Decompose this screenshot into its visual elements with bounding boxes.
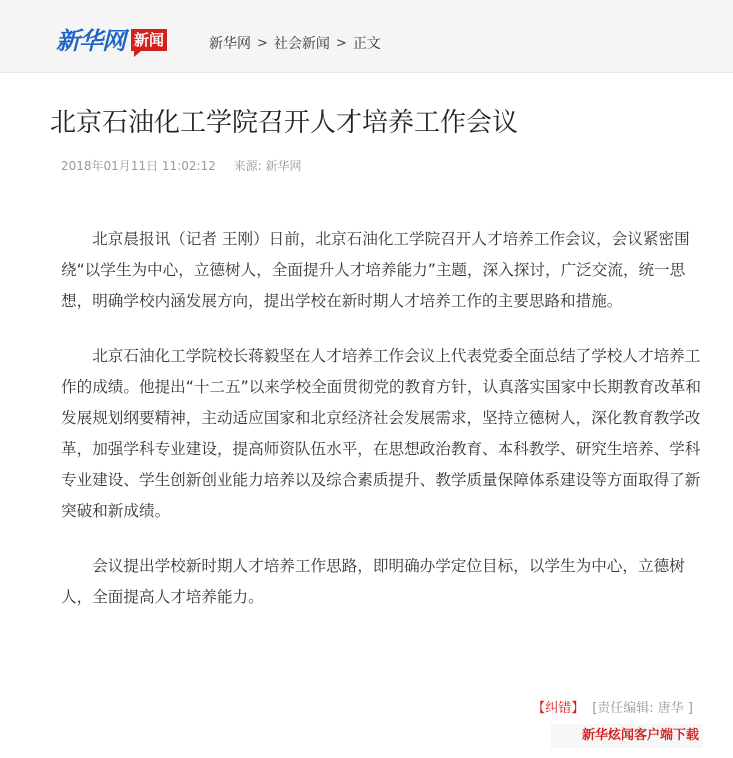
article-meta <box>61 157 315 174</box>
article-source: 来源: 新华网 <box>233 159 302 173</box>
logo-text: 新华网 <box>56 27 125 55</box>
breadcrumb <box>209 33 381 53</box>
top-bar <box>0 0 733 73</box>
article-paragraph: 北京晨报讯（记者 王刚）日前，北京石油化工学院召开人才培养工作会议，会议紧密围绕“以学生为中心，立德树人，全面提升人才培养能力”主题，深入探讨，广泛交流，统一思想，明确学校内涵发展方向，提出学校在新时期人才培养工作的主要思路和措施。 <box>61 230 690 310</box>
article-paragraph: 会议提出学校新时期人才培养工作思路，即明确办学定位目标，以学生为中心，立德树人，全面提高人才培养能力。 <box>61 557 685 606</box>
article-paragraph: 北京石油化工学院校长蒋毅坚在人才培养工作会议上代表党委全面总结了学校人才培养工作的成绩。他提出“十二五”以来学校全面贯彻党的教育方针，认真落实国家中长期教育改革和发展规划纲要精神，主动适应国家和北京经济社会发展需求，坚持立德树人，深化教育教学改革，加强学科专业建设，提高师资队伍水平，在思想政治教育、本科教学、研究生培养、学科专业建设、学生创新创业能力培养以及综合素质提升、教学质量保障体系建设等方面取得了新突破和新成绩。 <box>61 347 701 520</box>
app-download-link[interactable]: 新华炫闻客户端下载 <box>551 724 703 748</box>
breadcrumb-home[interactable]: 新华网 <box>209 36 251 52</box>
chevron-right-icon: > <box>335 35 347 51</box>
chevron-right-icon: > <box>257 35 268 51</box>
logo-badge: 新闻 <box>131 29 167 51</box>
responsible-editor: [责任编辑: 唐华 ] <box>592 701 693 716</box>
publish-date: 2018年01月11日 11:02:12 <box>61 159 216 173</box>
breadcrumb-category[interactable]: 社会新闻 <box>273 36 330 52</box>
editor-line <box>532 697 693 716</box>
breadcrumb-current: 正文 <box>352 36 381 52</box>
article-title: 北京石油化工学院召开人才培养工作会议 <box>50 108 519 138</box>
article-body <box>61 224 703 637</box>
site-logo[interactable] <box>56 26 167 60</box>
correction-link[interactable]: 【纠错】 <box>532 701 585 716</box>
